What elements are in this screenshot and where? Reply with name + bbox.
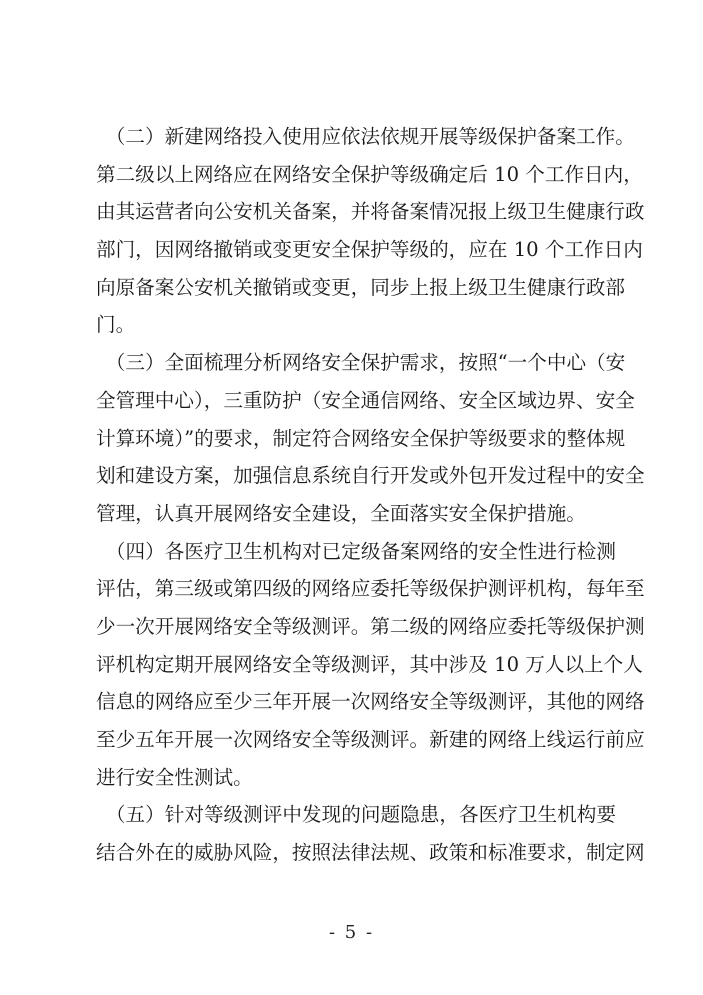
text-line: 进行安全性测试。 bbox=[96, 765, 253, 789]
text-line: 评机构定期开展网络安全等级测评，其中涉及 10 万人以上个人 bbox=[96, 652, 643, 676]
paragraph-5 bbox=[96, 796, 645, 871]
text-line: 划和建设方案，加强信息系统自行开发或外包开发过程中的安全 bbox=[96, 464, 645, 488]
text-line: 向原备案公安机关撤销或变更，同步上报上级卫生健康行政部 bbox=[96, 275, 626, 299]
body-text bbox=[96, 118, 645, 872]
text-line: （二）新建网络投入使用应依法依规开展等级保护备案工作。 bbox=[96, 125, 635, 148]
text-line: 至少五年开展一次网络安全等级测评。新建的网络上线运行前应 bbox=[96, 728, 645, 751]
text-line: 全管理中心），三重防护（安全通信网络、安全区域边界、安全 bbox=[96, 388, 635, 412]
text-line: 信息的网络应至少三年开展一次网络安全等级测评，其他的网络 bbox=[96, 690, 645, 714]
text-line: 第二级以上网络应在网络安全保护等级确定后 10 个工作日内， bbox=[96, 162, 643, 186]
paragraph-4 bbox=[96, 533, 645, 797]
text-line: 部门，因网络撤销或变更安全保护等级的，应在 10 个工作日内 bbox=[96, 238, 643, 262]
text-line: （三）全面梳理分析网络安全保护需求，按照“一个中心（安 bbox=[96, 351, 626, 375]
page-number: - 5 - bbox=[328, 922, 375, 943]
text-line: （五）针对等级测评中发现的问题隐患，各医疗卫生机构要 bbox=[96, 803, 616, 827]
text-line: 结合外在的威胁风险，按照法律法规、政策和标准要求，制定网 bbox=[96, 841, 645, 865]
text-line: 计算环境）”的要求，制定符合网络安全保护等级要求的整体规 bbox=[96, 426, 626, 450]
text-line: 少一次开展网络安全等级测评。第二级的网络应委托等级保护测 bbox=[96, 614, 645, 638]
text-line: 管理，认真开展网络安全建设，全面落实安全保护措施。 bbox=[96, 501, 586, 525]
text-line: 由其运营者向公安机关备案，并将备案情况报上级卫生健康行政 bbox=[96, 200, 645, 224]
text-line: 门。 bbox=[96, 313, 136, 337]
text-line: 评估，第三级或第四级的网络应委托等级保护测评机构，每年至 bbox=[96, 577, 645, 601]
text-line: （四）各医疗卫生机构对已定级备案网络的安全性进行检测 bbox=[96, 539, 616, 563]
paragraph-3 bbox=[96, 344, 645, 532]
paragraph-2 bbox=[96, 118, 645, 344]
